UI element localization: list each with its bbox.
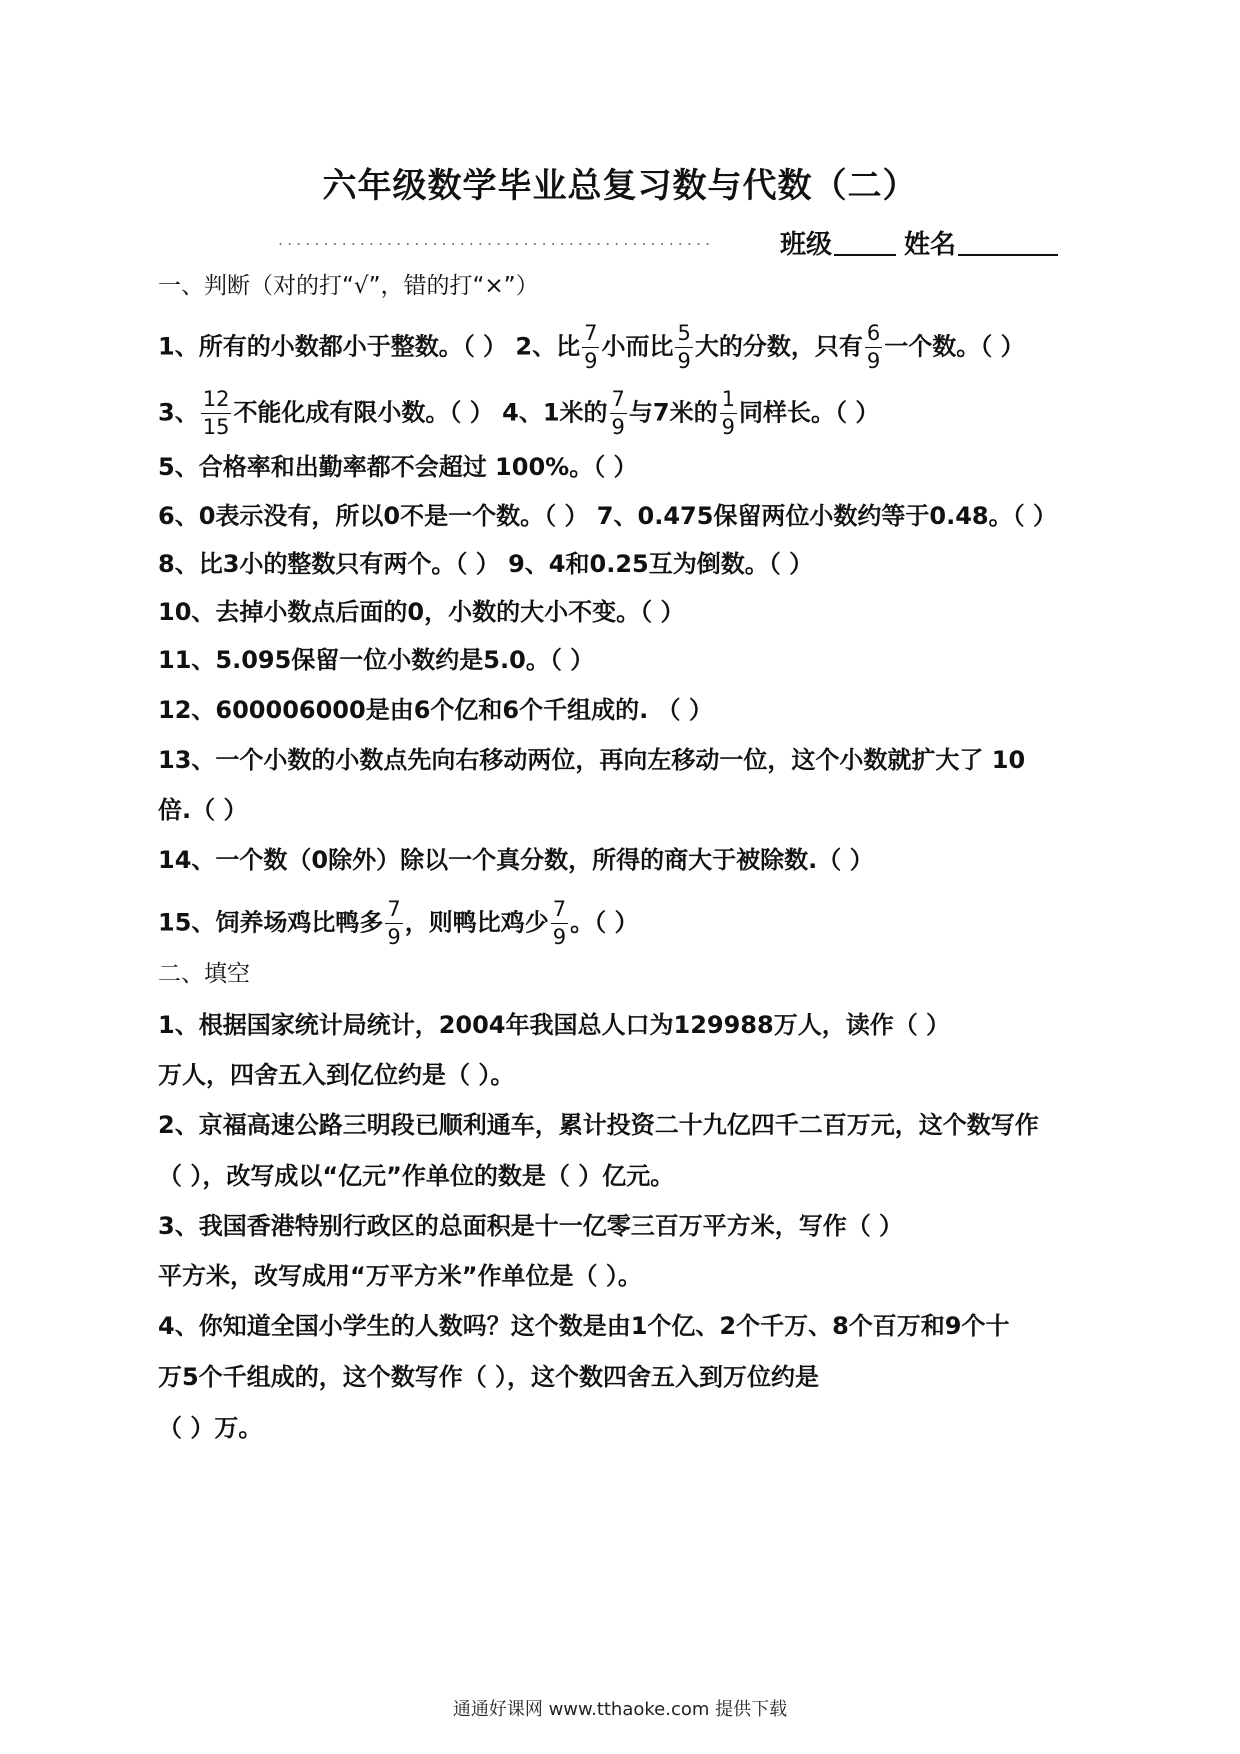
question-13-line2: 倍.（ ） (158, 796, 248, 824)
numerator: 7 (385, 899, 402, 924)
fraction (610, 389, 627, 438)
denominator: 9 (584, 349, 598, 373)
question-15 (158, 897, 1090, 949)
question-11: 11、5.095保留一位小数约是5.0。（ ） (158, 646, 595, 674)
fraction (551, 899, 568, 948)
question-8-9: 8、比3小的整数只有两个。（ ） 9、4和0.25互为倒数。（ ） (158, 550, 814, 578)
denominator: 15 (202, 415, 230, 439)
fill-question-4-line2: 万5个千组成的，这个数写作（ ），这个数四舍五入到万位约是 (158, 1363, 820, 1391)
denominator: 9 (552, 925, 567, 949)
footer-credit: 通通好课网 www.tthaoke.com 提供下载 (452, 1699, 788, 1720)
q15-text-a: 15、饲养场鸡比鸭多 (158, 908, 384, 937)
question-1-2 (158, 321, 1090, 373)
question-3-4 (158, 387, 1090, 439)
fill-question-2-line2: （ ），改写成以“亿元”作单位的数是（ ）亿元。 (158, 1162, 675, 1190)
q1-text-c: 大的分数，只有 (694, 332, 863, 361)
q3-text-d: 同样长。（ ） (739, 398, 880, 427)
numerator: 5 (675, 323, 692, 348)
numerator: 12 (201, 389, 232, 414)
fill-question-3-line1: 3、我国香港特别行政区的总面积是十一亿零三百万平方米，写作（ ） (158, 1212, 904, 1240)
fill-question-1-line2: 万人，四舍五入到亿位约是（ ）。 (158, 1061, 515, 1089)
q3-text-c: 与7米的 (628, 398, 718, 427)
numerator: 1 (720, 389, 737, 414)
denominator: 9 (611, 415, 625, 439)
fill-question-4-line1: 4、你知道全国小学生的人数吗？这个数是由1个亿、2个千万、8个百万和9个十 (158, 1312, 1010, 1340)
question-6-7: 6、0表示没有，所以0不是一个数。（ ） 7、0.475保留两位小数约等于0.48。（ ） (158, 502, 1057, 530)
page-title: 六年级数学毕业总复习数与代数（二） (322, 166, 918, 206)
fill-question-2-line1: 2、京福高速公路三明段已顺利通车，累计投资二十九亿四千二百万元，这个数写作 (158, 1111, 1039, 1139)
fill-question-1-line1: 1、根据国家统计局统计，2004年我国总人口为129988万人，读作（ ） (158, 1011, 951, 1039)
numerator: 7 (551, 899, 568, 924)
fraction (201, 389, 232, 438)
question-14: 14、一个数（0除外）除以一个真分数，所得的商大于被除数.（ ） (158, 846, 874, 874)
q1-text-a: 1、所有的小数都小于整数。（ ） 2、比 (158, 332, 581, 361)
fill-question-3-line2: 平方米，改写成用“万平方米”作单位是（ ）。 (158, 1262, 642, 1290)
fill-question-4-line3: （ ）万。 (158, 1414, 263, 1442)
question-5: 5、合格率和出勤率都不会超过 100%。（ ） (158, 453, 638, 481)
numerator: 7 (610, 389, 627, 414)
denominator: 9 (387, 925, 401, 949)
q1-text-d: 一个数。（ ） (884, 332, 1025, 361)
class-blank[interactable] (834, 254, 896, 256)
question-12: 12、600006000是由6个亿和6个千组成的. （ ） (158, 696, 713, 724)
class-label: 班级 (780, 230, 833, 260)
fraction (720, 389, 737, 438)
fraction (675, 323, 692, 372)
q3-text-b: 不能化成有限小数。（ ） 4、1米的 (233, 398, 608, 427)
fraction (865, 323, 882, 372)
signature-line (278, 224, 1078, 258)
denominator: 9 (721, 415, 735, 439)
q1-text-b: 小而比 (601, 332, 674, 361)
dotted-leader: ................................................ (278, 230, 715, 249)
q15-text-b: ，则鸭比鸡少 (404, 908, 549, 937)
name-blank[interactable] (958, 254, 1058, 256)
q15-text-c: 。（ ） (570, 908, 639, 937)
numerator: 7 (582, 323, 599, 348)
section2-heading: 二、填空 (158, 961, 250, 987)
section1-heading: 一、判断（对的打“√”，错的打“×”） (158, 273, 539, 299)
denominator: 9 (866, 349, 881, 373)
fraction (582, 323, 599, 372)
q3-text-a: 3、 (158, 398, 199, 427)
question-10: 10、去掉小数点后面的0，小数的大小不变。（ ） (158, 598, 685, 626)
fraction (385, 899, 402, 948)
name-label: 姓名 (904, 230, 957, 260)
denominator: 9 (677, 349, 691, 373)
numerator: 6 (865, 323, 882, 348)
question-13-line1: 13、一个小数的小数点先向右移动两位，再向左移动一位，这个小数就扩大了 10 (158, 746, 1026, 774)
